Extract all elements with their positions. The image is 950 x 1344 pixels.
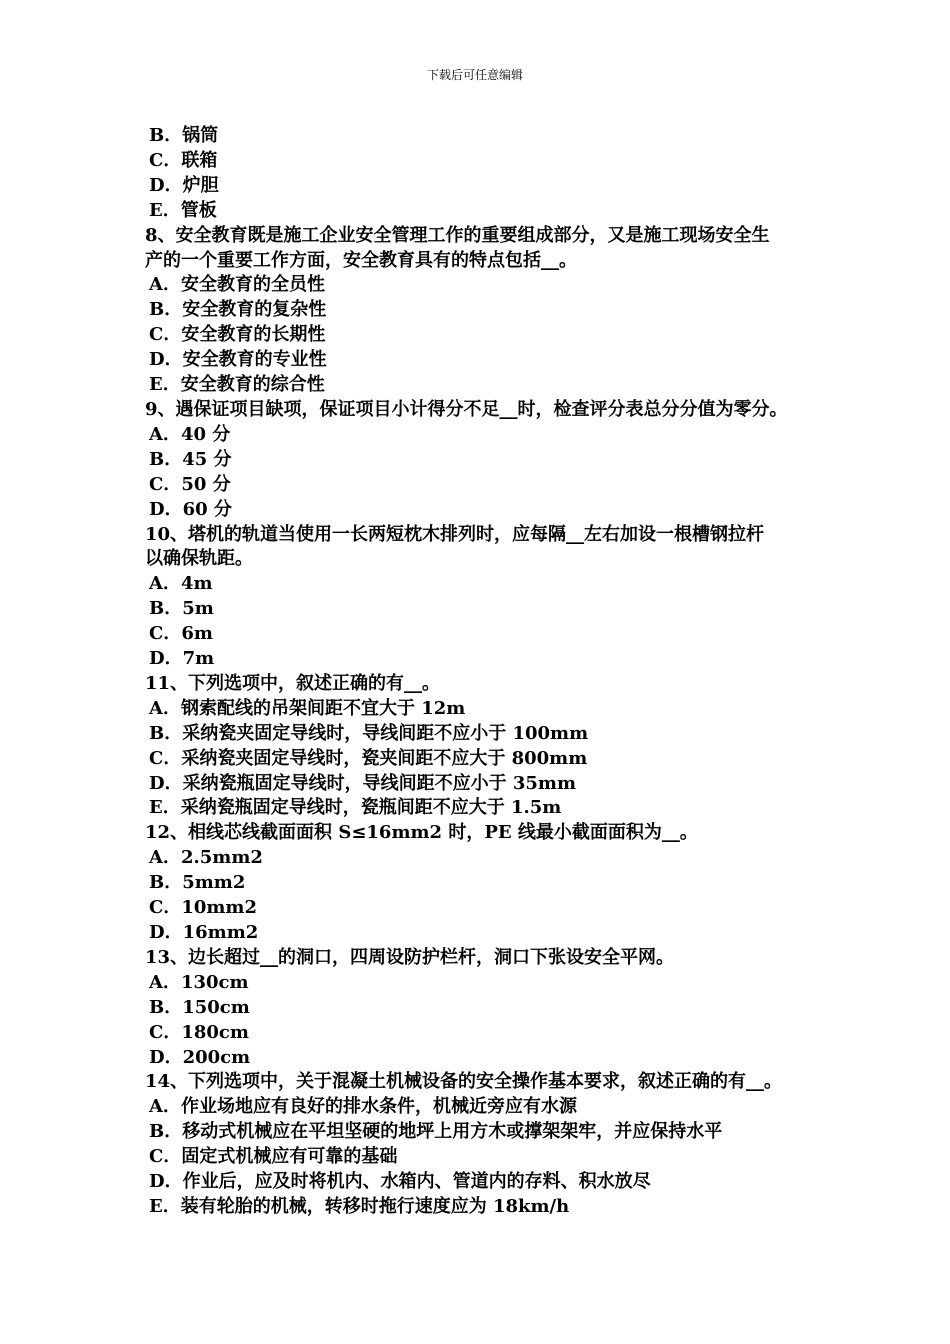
- option-line: D．炉胆: [149, 174, 219, 196]
- option-line: E．安全教育的综合性: [149, 374, 325, 396]
- option-line: B．安全教育的复杂性: [149, 299, 327, 321]
- question-line: 8、安全教育既是施工企业安全管理工作的重要组成部分，又是施工现场安全生: [145, 224, 770, 246]
- option-line: E．装有轮胎的机械，转移时拖行速度应为 18km/h: [149, 1195, 570, 1217]
- question-line: 11、下列选项中，叙述正确的有__。: [145, 672, 441, 694]
- option-line: C．固定式机械应有可靠的基础: [149, 1146, 398, 1168]
- option-line: A．钢索配线的吊架间距不宜大于 12m: [149, 697, 466, 719]
- option-line: D．16mm2: [149, 922, 259, 943]
- option-line: D．7m: [149, 648, 215, 670]
- question-line: 12、相线芯线截面面积 S≤16mm2 时，PE 线最小截面面积为__。: [145, 822, 698, 844]
- option-line: D．200cm: [149, 1046, 251, 1068]
- option-line: A．40 分: [149, 423, 231, 445]
- option-line: C．10mm2: [149, 897, 257, 919]
- option-line: D．安全教育的专业性: [149, 349, 327, 371]
- question-line: 10、塔机的轨道当使用一长两短枕木排列时，应每隔__左右加设一根槽钢拉杆: [145, 523, 765, 545]
- question-line: 以确保轨距。: [145, 548, 253, 570]
- option-line: C．50 分: [149, 473, 231, 495]
- document-body: [145, 124, 825, 1220]
- option-line: A．安全教育的全员性: [149, 274, 325, 296]
- page-header: 下载后可任意编辑: [426, 68, 523, 82]
- option-line: B．150cm: [149, 996, 250, 1018]
- option-line: B．5mm2: [149, 872, 246, 894]
- option-line: D．60 分: [149, 498, 232, 520]
- option-line: B．移动式机械应在平坦坚硬的地坪上用方木或撑架架牢，并应保持水平: [149, 1121, 723, 1143]
- question-line: 13、边长超过__的洞口，四周设防护栏杆，洞口下张设安全平网。: [145, 946, 675, 968]
- option-line: C．180cm: [149, 1021, 249, 1043]
- option-line: D．采纳瓷瓶固定导线时，导线间距不应小于 35mm: [149, 772, 577, 794]
- option-line: E．管板: [149, 199, 217, 221]
- question-line: 9、遇保证项目缺项，保证项目小计得分不足__时，检查评分表总分分值为零分。: [145, 398, 788, 420]
- option-line: A．2.5mm2: [149, 847, 263, 869]
- option-line: D．作业后，应及时将机内、水箱内、管道内的存料、积水放尽: [149, 1171, 651, 1193]
- option-line: A．4m: [149, 573, 213, 595]
- option-line: A．作业场地应有良好的排水条件，机械近旁应有水源: [149, 1096, 577, 1118]
- option-line: C．采纳瓷夹固定导线时，瓷夹间距不应大于 800mm: [149, 747, 588, 769]
- question-line: 14、下列选项中，关于混凝土机械设备的安全操作基本要求，叙述正确的有__。: [145, 1071, 783, 1093]
- option-line: C．6m: [149, 623, 213, 645]
- option-line: C．安全教育的长期性: [149, 324, 326, 346]
- option-line: E．采纳瓷瓶固定导线时，瓷瓶间距不应大于 1.5m: [149, 797, 562, 819]
- option-line: B．锅筒: [149, 125, 219, 146]
- option-line: B．5m: [149, 598, 214, 620]
- option-line: B．45 分: [149, 448, 232, 470]
- option-line: C．联箱: [149, 149, 218, 171]
- question-line: 产的一个重要工作方面，安全教育具有的特点包括__。: [145, 249, 577, 271]
- option-line: B．采纳瓷夹固定导线时，导线间距不应小于 100mm: [149, 722, 589, 744]
- option-line: A．130cm: [149, 971, 249, 993]
